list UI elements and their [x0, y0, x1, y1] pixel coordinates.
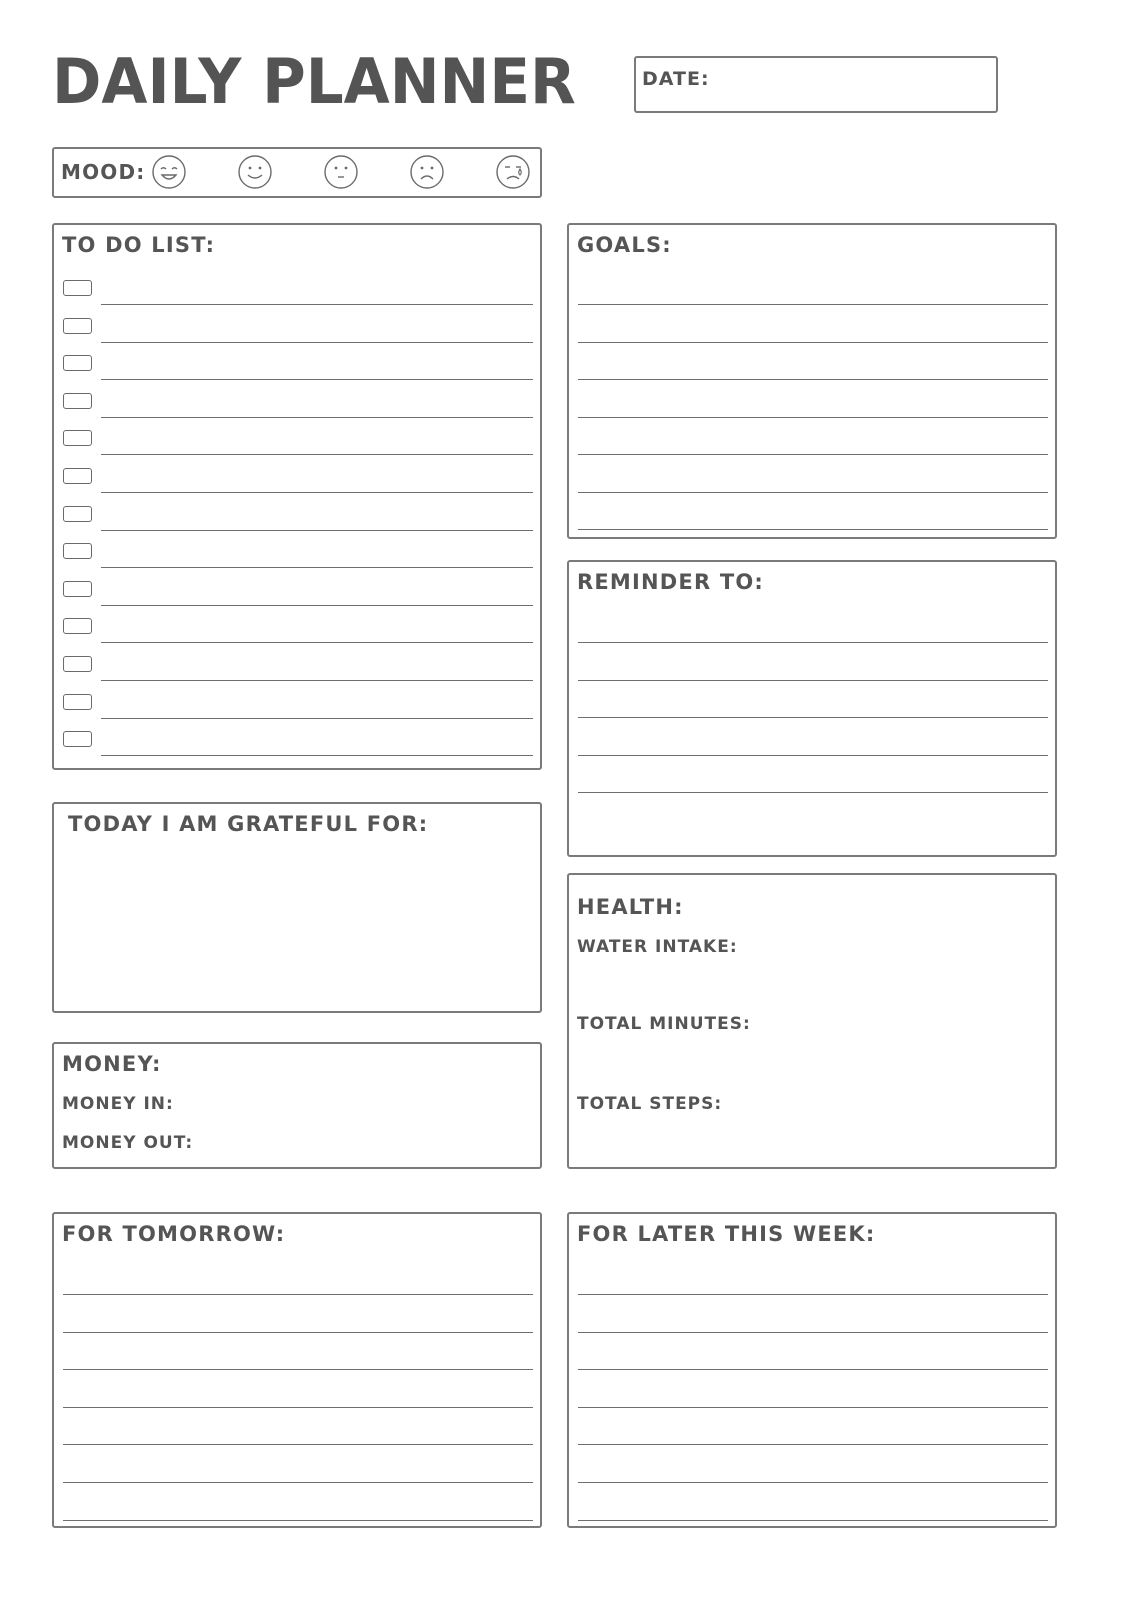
todo-line[interactable]: [101, 454, 533, 455]
tomorrow-line[interactable]: [63, 1294, 533, 1295]
goals-line[interactable]: [578, 492, 1048, 493]
crying-face-icon[interactable]: [495, 154, 531, 190]
health-label: HEALTH:: [577, 895, 684, 919]
later-line[interactable]: [578, 1294, 1048, 1295]
later-line[interactable]: [578, 1407, 1048, 1408]
tomorrow-line[interactable]: [63, 1369, 533, 1370]
reminder-label: REMINDER TO:: [577, 570, 765, 594]
later-line[interactable]: [578, 1369, 1048, 1370]
todo-line[interactable]: [101, 642, 533, 643]
todo-line[interactable]: [101, 718, 533, 719]
todo-checkbox[interactable]: [63, 618, 92, 634]
todo-line[interactable]: [101, 379, 533, 380]
later-box: [567, 1212, 1057, 1528]
tomorrow-label: FOR TOMORROW:: [62, 1222, 286, 1246]
later-line[interactable]: [578, 1482, 1048, 1483]
tomorrow-line[interactable]: [63, 1482, 533, 1483]
money-label: MONEY:: [62, 1052, 162, 1076]
goals-line[interactable]: [578, 304, 1048, 305]
todo-line[interactable]: [101, 605, 533, 606]
tomorrow-line[interactable]: [63, 1332, 533, 1333]
goals-label: GOALS:: [577, 233, 672, 257]
todo-checkbox[interactable]: [63, 318, 92, 334]
grateful-box[interactable]: [52, 802, 542, 1013]
later-label: FOR LATER THIS WEEK:: [577, 1222, 876, 1246]
todo-checkbox[interactable]: [63, 656, 92, 672]
todo-checkbox[interactable]: [63, 468, 92, 484]
todo-line[interactable]: [101, 530, 533, 531]
todo-line[interactable]: [101, 567, 533, 568]
tomorrow-line[interactable]: [63, 1407, 533, 1408]
goals-line[interactable]: [578, 454, 1048, 455]
todo-box: [52, 223, 542, 770]
water-intake-label: WATER INTAKE:: [577, 937, 738, 957]
todo-checkbox[interactable]: [63, 543, 92, 559]
mood-box: [52, 147, 542, 198]
reminder-line[interactable]: [578, 792, 1048, 793]
laughing-face-icon[interactable]: [151, 154, 187, 190]
page-title: DAILY PLANNER: [52, 45, 576, 118]
todo-checkbox[interactable]: [63, 694, 92, 710]
todo-line[interactable]: [101, 342, 533, 343]
todo-checkbox[interactable]: [63, 731, 92, 747]
total-minutes-label: TOTAL MINUTES:: [577, 1014, 751, 1034]
total-steps-label: TOTAL STEPS:: [577, 1094, 723, 1114]
later-line[interactable]: [578, 1520, 1048, 1521]
reminder-box: [567, 560, 1057, 857]
tomorrow-line[interactable]: [63, 1520, 533, 1521]
mood-label: MOOD:: [61, 160, 146, 184]
later-line[interactable]: [578, 1332, 1048, 1333]
todo-line[interactable]: [101, 680, 533, 681]
todo-label: TO DO LIST:: [62, 233, 216, 257]
date-label: DATE:: [642, 68, 710, 90]
reminder-line[interactable]: [578, 680, 1048, 681]
tomorrow-line[interactable]: [63, 1444, 533, 1445]
smiling-face-icon[interactable]: [237, 154, 273, 190]
neutral-face-icon[interactable]: [323, 154, 359, 190]
sad-face-icon[interactable]: [409, 154, 445, 190]
tomorrow-box: [52, 1212, 542, 1528]
todo-checkbox[interactable]: [63, 280, 92, 296]
grateful-label: TODAY I AM GRATEFUL FOR:: [68, 812, 429, 836]
reminder-line[interactable]: [578, 717, 1048, 718]
todo-checkbox[interactable]: [63, 430, 92, 446]
todo-checkbox[interactable]: [63, 393, 92, 409]
money-out-label: MONEY OUT:: [62, 1133, 194, 1153]
later-line[interactable]: [578, 1444, 1048, 1445]
goals-line[interactable]: [578, 417, 1048, 418]
goals-line[interactable]: [578, 379, 1048, 380]
goals-box: [567, 223, 1057, 539]
todo-line[interactable]: [101, 304, 533, 305]
health-box: [567, 873, 1057, 1169]
goals-line[interactable]: [578, 342, 1048, 343]
todo-line[interactable]: [101, 417, 533, 418]
money-in-label: MONEY IN:: [62, 1094, 174, 1114]
todo-line[interactable]: [101, 755, 533, 756]
todo-checkbox[interactable]: [63, 506, 92, 522]
todo-line[interactable]: [101, 492, 533, 493]
goals-line[interactable]: [578, 529, 1048, 530]
reminder-line[interactable]: [578, 755, 1048, 756]
date-field[interactable]: [634, 56, 998, 113]
todo-checkbox[interactable]: [63, 355, 92, 371]
reminder-line[interactable]: [578, 642, 1048, 643]
money-box: [52, 1042, 542, 1169]
todo-checkbox[interactable]: [63, 581, 92, 597]
